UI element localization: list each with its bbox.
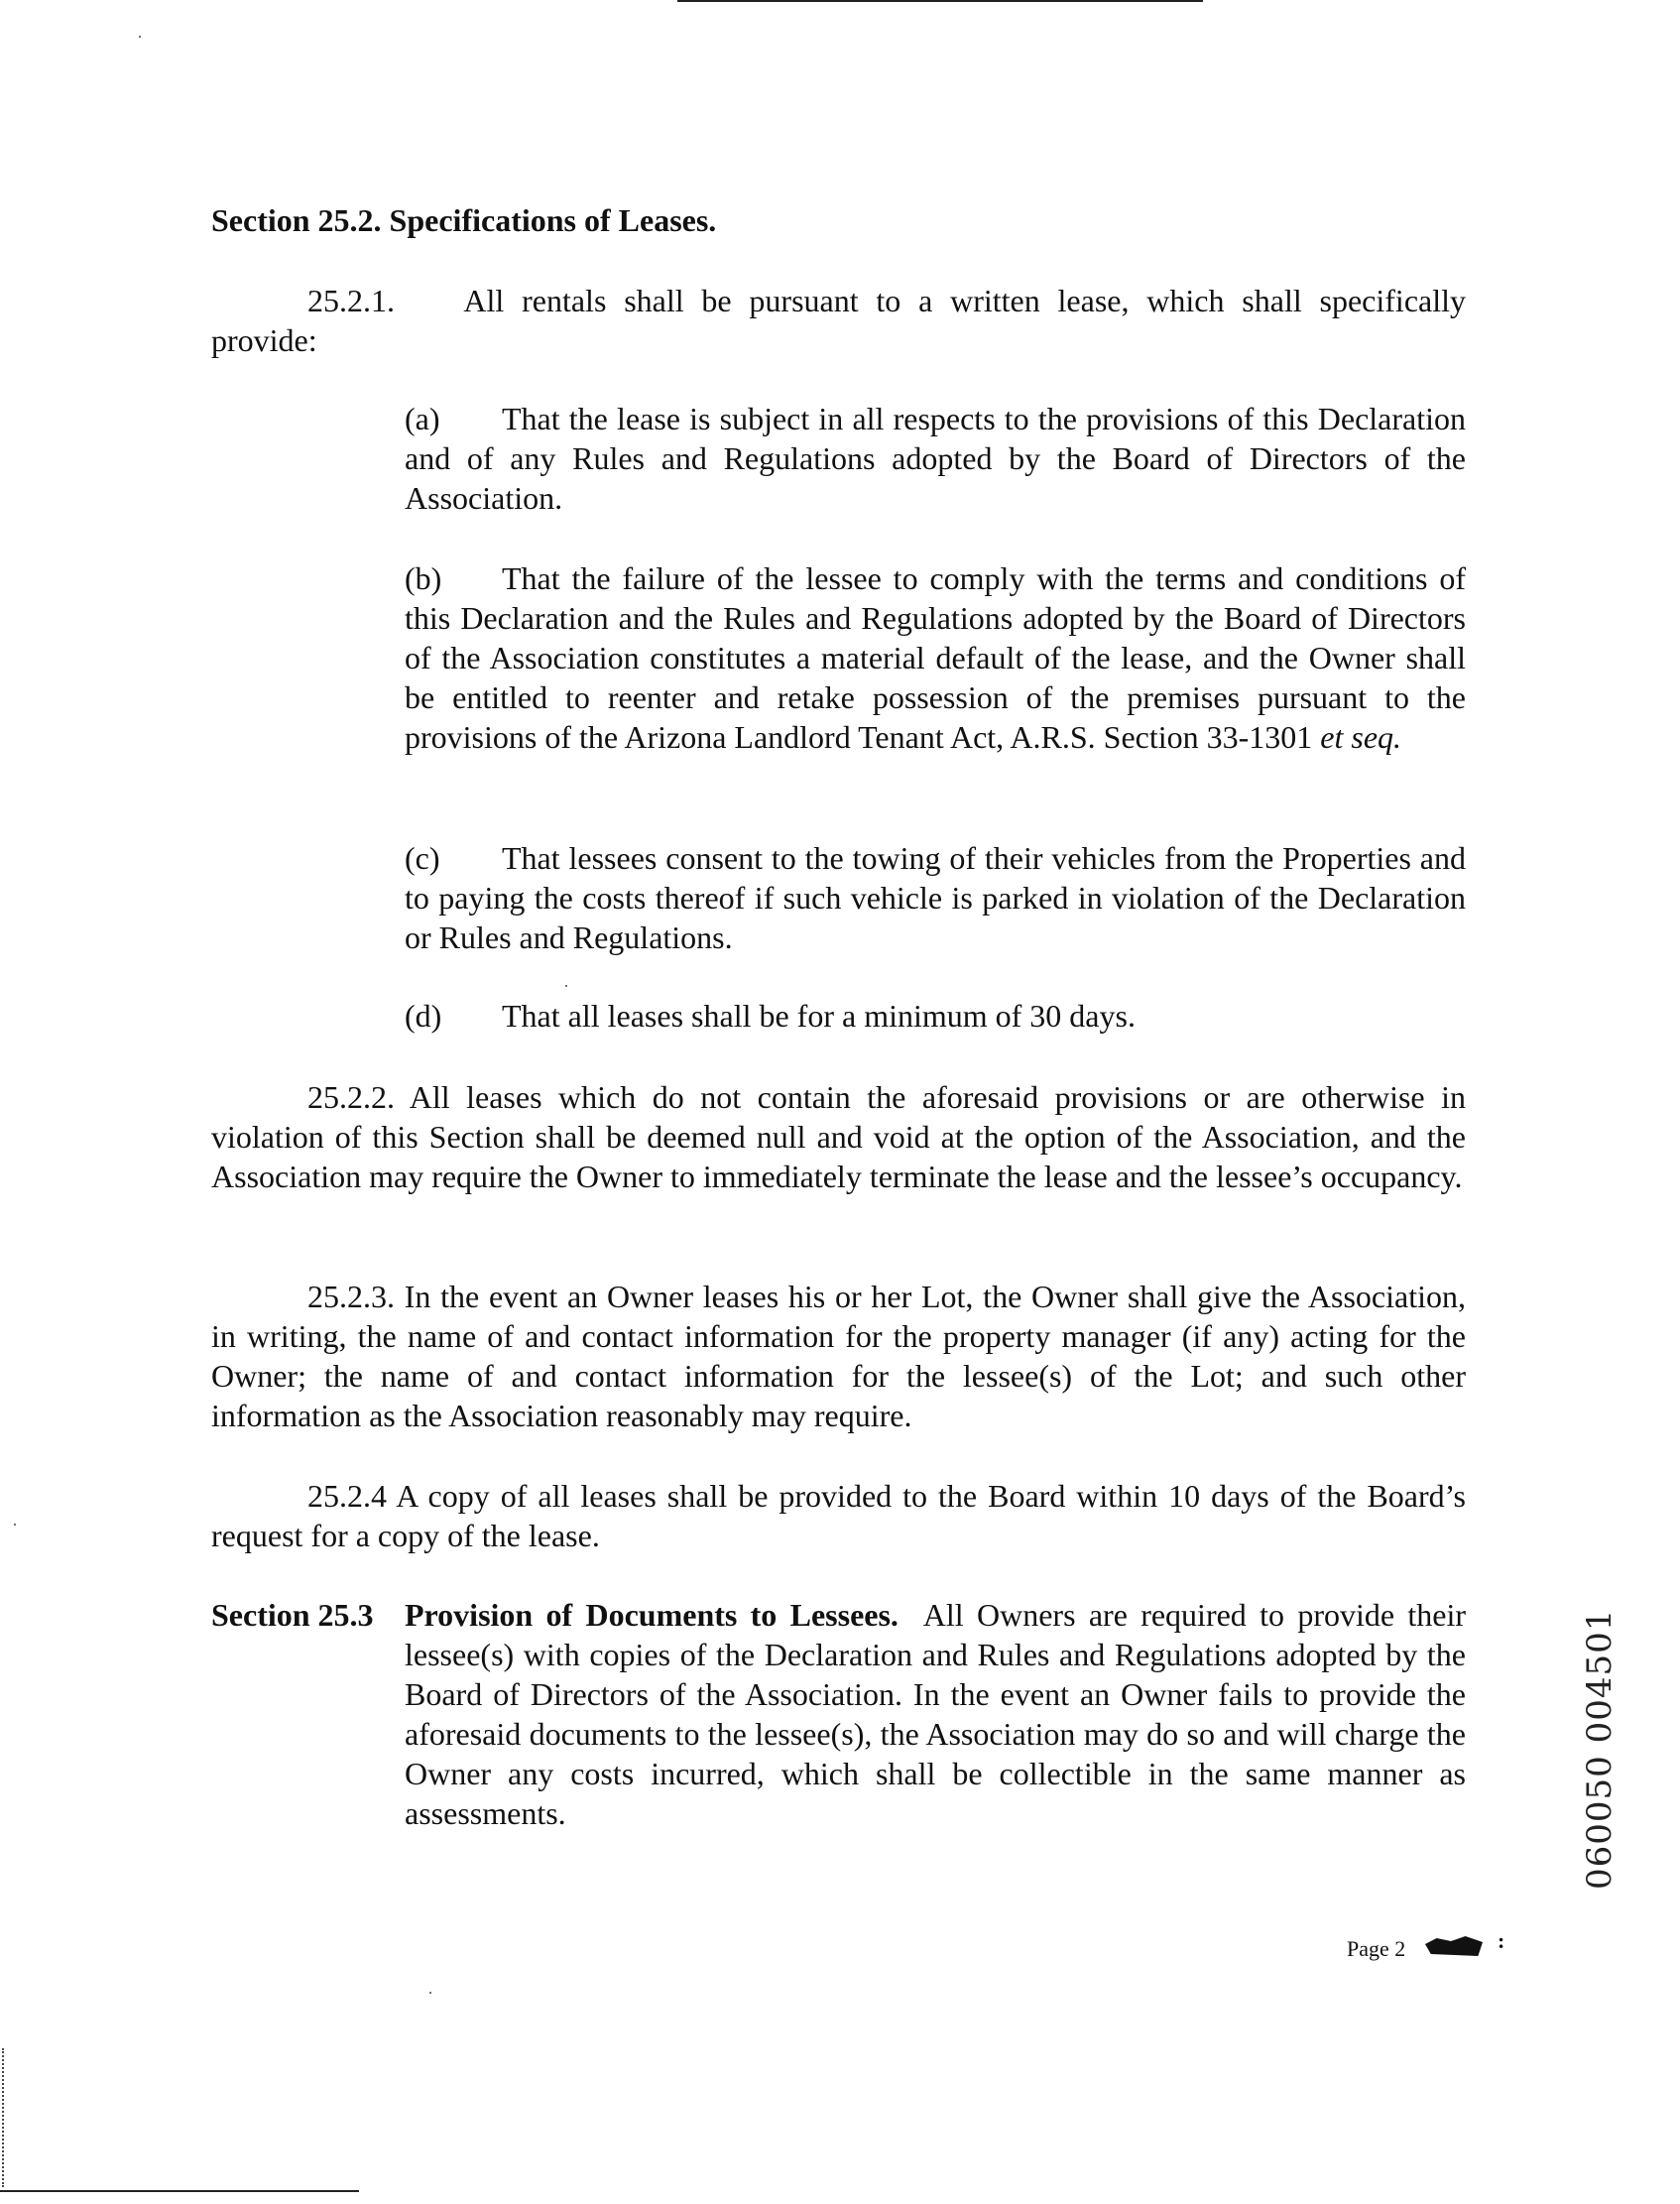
- clause-d-label: (d): [405, 998, 442, 1034]
- clause-b: [405, 558, 1466, 757]
- page-number: Page 2: [1347, 1936, 1406, 1961]
- scan-speck: [429, 1992, 431, 1994]
- bottom-rule: [0, 2190, 359, 2192]
- margin-document-number: 060050 004501: [1580, 1608, 1620, 1890]
- section-25-3-body: [405, 1595, 1466, 1833]
- scan-speck: [565, 985, 567, 987]
- paragraph-25-2-1-continuation: provide:: [211, 322, 317, 358]
- clause-b-text: That the failure of the lessee to comply with the terms and conditions of this Declaration and the Rules and Regulations adopted by the Board of Directors of the Association constitutes a material default of the lease, and the Owner shall be entitled to reenter and retake possession of the premises pursuant to the provisions of the Arizona Landlord Tenant Act, A.R.S. Section 33-1301: [405, 560, 1466, 755]
- paragraph-25-2-1: [211, 281, 1466, 360]
- section-25-3-label: Section 25.3: [211, 1597, 374, 1633]
- paragraph-25-2-3: 25.2.3. In the event an Owner leases his or her Lot, the Owner shall give the Association, in writing, the name of and contact information for the property manager (if any) acting for the Owner; the name of and contact information for the lessee(s) of the Lot; and such other information as the Association reasonably may require.: [211, 1279, 1466, 1433]
- clause-d-text: That all leases shall be for a minimum of 30 days.: [502, 998, 1136, 1034]
- colon-mark: :: [1498, 1928, 1505, 1953]
- redaction-mark: [1425, 1936, 1483, 1956]
- clause-b-label: (b): [405, 560, 442, 596]
- top-rule: [677, 0, 1203, 2]
- clause-c: [405, 838, 1466, 957]
- scan-speck: [139, 36, 141, 38]
- section-25-3-title: Provision of Documents to Lessees.: [405, 1597, 899, 1633]
- paragraph-25-2-1-first-line: 25.2.1. All rentals shall be pursuant to a written lease, which shall specifically: [307, 283, 1466, 318]
- paragraph-25-2-2: 25.2.2. All leases which do not contain the aforesaid provisions or are otherwise in violation of this Section shall be deemed null and void at the option of the Association, and the Association may require the Owner to immediately terminate the lease and the lessee’s occupancy.: [211, 1079, 1466, 1194]
- clause-d: [405, 996, 1466, 1036]
- section-25-3-text: All Owners are required to provide their lessee(s) with copies of the Declaration and Rules and Regulations adopted by the Board of Directors of the Association. In the event an Owner fails to provide the aforesaid documents to the lessee(s), the Association may do so and will charge the Owner any costs incurred, which shall be collectible in the same manner as assessments.: [405, 1597, 1467, 1831]
- clause-c-label: (c): [405, 840, 440, 876]
- left-edge-ticks: [2, 2048, 7, 2187]
- clause-a-label: (a): [405, 401, 440, 436]
- clause-a: [405, 399, 1466, 518]
- clause-c-text: That lessees consent to the towing of their vehicles from the Properties and to paying the costs thereof if such vehicle is parked in violation of the Declaration or Rules and Regulations.: [405, 840, 1466, 955]
- clause-a-text: That the lease is subject in all respects to the provisions of this Declaration and of any Rules and Regulations adopted by the Board of Directors of the Association.: [405, 401, 1466, 516]
- clause-b-italic-tail: et seq.: [1320, 719, 1402, 755]
- section-25-2-heading: Section 25.2. Specifications of Leases.: [211, 202, 717, 238]
- paragraph-25-2-4: 25.2.4 A copy of all leases shall be provided to the Board within 10 days of the Board’s request for a copy of the lease.: [211, 1478, 1466, 1553]
- scan-speck: [14, 1524, 16, 1526]
